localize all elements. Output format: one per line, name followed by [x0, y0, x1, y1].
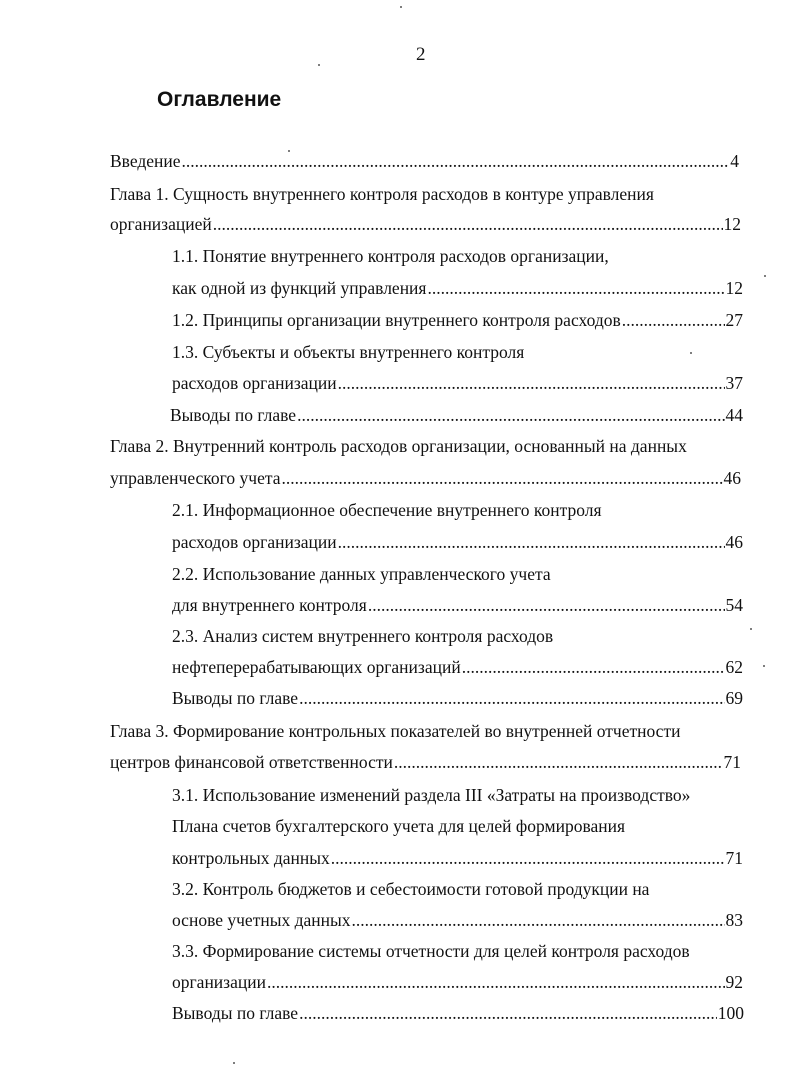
scan-speck	[763, 665, 765, 667]
toc-page-number: 100	[717, 1003, 744, 1023]
toc-entry-3-2-cont	[172, 909, 743, 931]
toc-page-number: 83	[725, 910, 743, 930]
toc-entry-2-2-cont	[172, 594, 743, 616]
toc-entry-text: Выводы по главе	[170, 405, 297, 425]
toc-title: Оглавление	[157, 88, 282, 111]
toc-entry-text: 3.2. Контроль бюджетов и себестоимости готовой продукции на	[172, 879, 650, 899]
scan-speck	[318, 64, 320, 66]
toc-entry-text: 3.3. Формирование системы отчетности для целей контроля расходов	[172, 941, 690, 961]
toc-page-number: 69	[725, 688, 743, 708]
toc-entry-2-2	[172, 563, 551, 585]
toc-entry-chapter-3-conclusions	[172, 1002, 744, 1024]
page-number: 2	[416, 44, 426, 65]
toc-entry-1-2	[172, 309, 743, 331]
toc-entry-text: организации	[172, 972, 266, 992]
toc-entry-chapter-1	[110, 183, 654, 205]
scan-speck	[233, 1062, 235, 1064]
leader-dots	[338, 372, 725, 394]
toc-entry-text: 3.1. Использование изменений раздела III «Затраты на производство»	[172, 785, 691, 805]
leader-dots	[331, 847, 725, 869]
toc-page-number: 27	[725, 310, 743, 330]
toc-entry-text: Введение	[110, 151, 181, 171]
toc-entry-chapter-2-conclusions	[172, 687, 743, 709]
leader-dots	[281, 467, 722, 489]
toc-entry-1-3	[172, 341, 524, 363]
toc-entry-text: контрольных данных	[172, 848, 330, 868]
toc-entry-chapter-2-cont	[110, 467, 741, 489]
toc-page-number: 12	[725, 278, 743, 298]
toc-page-number: 54	[725, 595, 743, 615]
toc-entry-text: организацией	[110, 214, 212, 234]
toc-entry-3-3-cont	[172, 971, 743, 993]
toc-page-number: 12	[723, 214, 741, 234]
toc-entry-text: для внутреннего контроля	[172, 595, 367, 615]
leader-dots	[213, 213, 723, 235]
toc-page-number: 71	[723, 752, 741, 772]
toc-page-number: 37	[725, 373, 743, 393]
toc-entry-3-3	[172, 940, 690, 962]
leader-dots	[427, 277, 724, 299]
toc-page-number: 71	[725, 848, 743, 868]
toc-entry-text: 1.1. Понятие внутреннего контроля расходов организации,	[172, 246, 609, 266]
toc-entry-chapter-1-conclusions	[170, 404, 743, 426]
toc-page-number: 62	[725, 657, 743, 677]
toc-entry-1-1	[172, 245, 609, 267]
toc-entry-3-2	[172, 878, 649, 900]
leader-dots	[622, 309, 725, 331]
toc-entry-text: Выводы по главе	[172, 688, 299, 708]
leader-dots	[352, 909, 725, 931]
toc-entry-chapter-3-cont	[110, 751, 741, 773]
toc-entry-text: 2.2. Использование данных управленческого учета	[172, 564, 551, 584]
toc-entry-text: нефтеперерабатывающих организаций	[172, 657, 461, 677]
toc-entry-2-3	[172, 625, 553, 647]
toc-entry-text: Выводы по главе	[172, 1003, 299, 1023]
leader-dots	[299, 687, 724, 709]
toc-page-number: 46	[723, 468, 741, 488]
scan-speck	[690, 352, 692, 354]
toc-entry-text: расходов организации	[172, 532, 337, 552]
toc-entry-2-1-cont	[172, 531, 743, 553]
leader-dots	[267, 971, 725, 993]
leader-dots	[338, 531, 725, 553]
leader-dots	[394, 751, 723, 773]
leader-dots	[182, 150, 730, 172]
toc-entry-chapter-2	[110, 435, 687, 457]
leader-dots	[297, 404, 724, 426]
toc-entry-text: Плана счетов бухгалтерского учета для целей формирования	[172, 816, 626, 836]
toc-entry-text: 2.3. Анализ систем внутреннего контроля расходов	[172, 626, 554, 646]
toc-entry-text: расходов организации	[172, 373, 337, 393]
toc-page-number: 46	[725, 532, 743, 552]
toc-entry-text: управленческого учета	[110, 468, 281, 488]
toc-entry-text: основе учетных данных	[172, 910, 351, 930]
leader-dots	[462, 656, 725, 678]
toc-entry-text: 1.2. Принципы организации внутреннего контроля расходов	[172, 310, 621, 330]
toc-entry-introduction	[110, 150, 739, 172]
toc-entry-2-3-cont	[172, 656, 743, 678]
scan-speck	[400, 6, 402, 8]
toc-entry-text: 2.1. Информационное обеспечение внутреннего контроля	[172, 500, 602, 520]
toc-entry-3-1	[172, 784, 690, 806]
toc-entry-3-1-cont-2	[172, 847, 743, 869]
toc-entry-chapter-3	[110, 720, 680, 742]
toc-page-number: 44	[725, 405, 743, 425]
scan-speck	[764, 275, 766, 277]
toc-entry-text: 1.3. Субъекты и объекты внутреннего контроля	[172, 342, 525, 362]
toc-entry-text: Глава 1. Сущность внутреннего контроля расходов в контуре управления	[110, 184, 654, 204]
toc-entry-chapter-1-cont	[110, 213, 741, 235]
toc-entry-text: Глава 3. Формирование контрольных показателей во внутренней отчетности	[110, 721, 681, 741]
toc-entry-text: Глава 2. Внутренний контроль расходов организации, основанный на данных	[110, 436, 687, 456]
scan-speck	[750, 628, 752, 630]
toc-entry-3-1-cont	[172, 815, 625, 837]
toc-entry-1-3-cont	[172, 372, 743, 394]
toc-page-number: 92	[725, 972, 743, 992]
toc-entry-text: как одной из функций управления	[172, 278, 427, 298]
scan-speck	[288, 150, 290, 152]
toc-entry-1-1-cont	[172, 277, 743, 299]
toc-entry-2-1	[172, 499, 602, 521]
toc-page-number: 4	[730, 151, 739, 171]
leader-dots	[299, 1002, 717, 1024]
leader-dots	[368, 594, 725, 616]
toc-entry-text: центров финансовой ответственности	[110, 752, 393, 772]
